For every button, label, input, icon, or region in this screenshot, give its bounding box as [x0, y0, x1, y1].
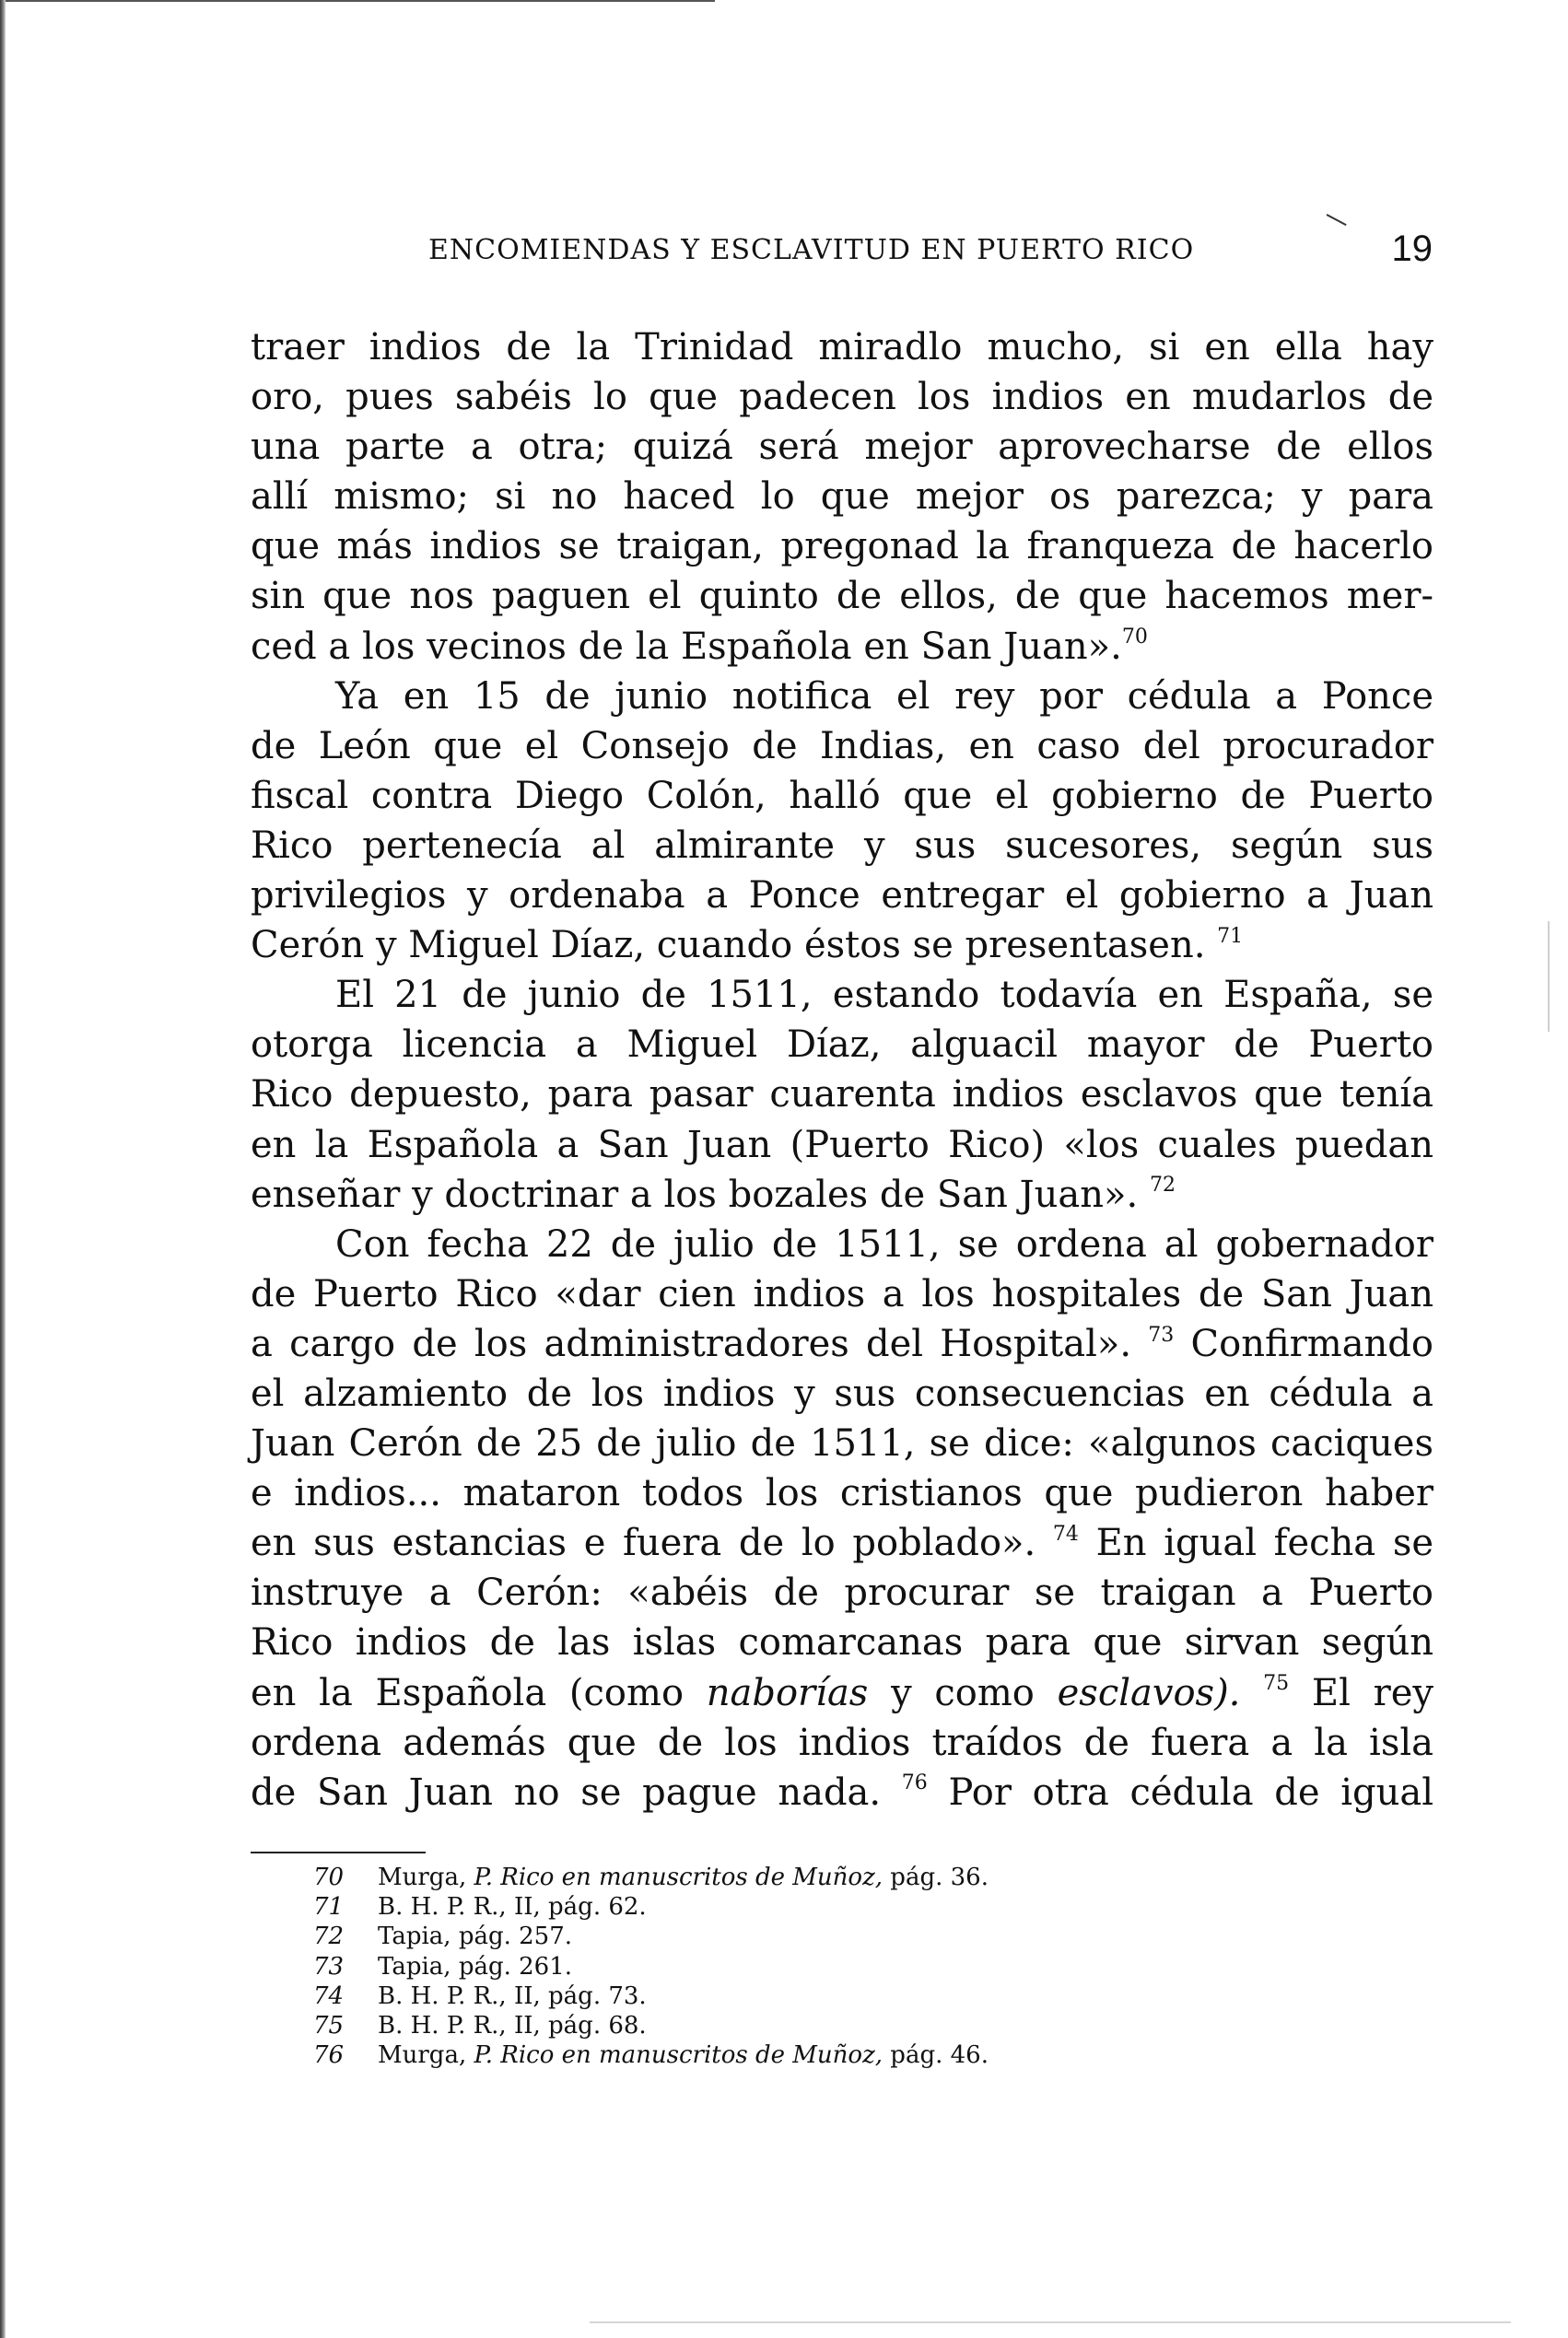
text-line: instruye a Cerón: «abéis de procurar se traigan a Puerto	[251, 1572, 1433, 1615]
text-line: que más indios se traigan, pregonad la franqueza de hacerlo	[251, 525, 1433, 568]
footnote-number: 71	[313, 1893, 345, 1922]
text-line: ordena además que de los indios traídos de fuera a la isla	[251, 1721, 1433, 1764]
footnote-ref-74[interactable]: 74	[1052, 1522, 1079, 1546]
footnote-text: pág. 46.	[883, 2041, 989, 2070]
text-line: fiscal contra Diego Colón, halló que el gobierno de Puerto	[251, 774, 1433, 817]
footnote-ref-72[interactable]: 72	[1149, 1174, 1176, 1198]
footnote-number: 73	[313, 1952, 345, 1981]
line-text: ced a los vecinos de la Española en San Juan».	[251, 625, 1122, 668]
footnote-text: B. H. P. R., II, pág. 68.	[378, 2011, 647, 2040]
footnote-text: Murga,	[378, 1864, 474, 1891]
line-text: Confirmando	[1190, 1322, 1433, 1365]
footnote-text: B. H. P. R., II, pág. 62.	[378, 1893, 647, 1922]
footnote-number: 76	[313, 2041, 345, 2070]
text-line: otorga licencia a Miguel Díaz, alguacil mayor de Puerto	[251, 1023, 1433, 1067]
footnote-number: 74	[313, 1981, 345, 2010]
footnote-separator	[251, 1852, 426, 1853]
scan-binding-edge	[0, 0, 6, 2338]
text-line: oro, pues sabéis lo que padecen los indios en mudarlos de	[251, 376, 1433, 419]
line-text: en la Española (como	[251, 1671, 707, 1714]
footnote-number: 70	[313, 1864, 345, 1891]
text-line: en la Española a San Juan (Puerto Rico) «los cuales puedan	[251, 1123, 1433, 1166]
footnote-ref-76[interactable]: 76	[901, 1771, 928, 1795]
footnote-text: Murga,	[378, 2041, 474, 2070]
text-line: traer indios de la Trinidad miradlo mucho, si en ella hay	[251, 326, 1433, 368]
text-line	[251, 1768, 1433, 1818]
footnote	[313, 1922, 1235, 1951]
paragraph-start: El 21 de junio de 1511, estando todavía en España, se	[335, 974, 1433, 1017]
line-text: en sus estancias e fuera de lo poblado».	[251, 1522, 1036, 1565]
body-text	[251, 322, 1433, 1818]
footnote-ref-73[interactable]: 73	[1148, 1323, 1175, 1347]
paragraph-start: Con fecha 22 de julio de 1511, se ordena al gobernador	[335, 1222, 1433, 1266]
scan-top-edge	[6, 0, 715, 2]
footnote-number: 75	[313, 2011, 345, 2040]
footnote-text: B. H. P. R., II, pág. 73.	[378, 1981, 647, 2010]
text-line	[251, 1319, 1433, 1369]
text-line: e indios... mataron todos los cristianos que pudieron haber	[251, 1472, 1433, 1515]
text-line	[251, 1668, 1433, 1718]
scan-bottom-edge	[590, 2321, 1511, 2323]
footnote-ref-75[interactable]: 75	[1263, 1672, 1290, 1696]
line-text: a cargo de los administradores del Hospital».	[251, 1322, 1132, 1365]
footnote-ref-71[interactable]: 71	[1217, 924, 1244, 948]
italic-term: naborías	[706, 1671, 869, 1714]
footnote	[313, 1981, 1235, 2011]
text-line	[251, 1518, 1433, 1568]
footnote	[313, 1952, 1235, 1981]
footnotes	[313, 1863, 1235, 2070]
text-line	[251, 622, 1433, 672]
page-number: 19	[1391, 228, 1433, 269]
line-text: y como	[868, 1671, 1058, 1714]
footnote-text: Tapia, pág. 257.	[378, 1923, 573, 1951]
footnote-title: P. Rico en manuscritos de Muñoz,	[474, 2041, 883, 2070]
footnote-text: Tapia, pág. 261.	[378, 1952, 573, 1981]
line-text: Por otra cédula de igual	[948, 1771, 1433, 1814]
paragraph-start: Ya en 15 de junio notifica el rey por cédula a Ponce	[335, 674, 1433, 718]
footnote-number: 72	[313, 1923, 345, 1951]
text-line	[251, 1170, 1433, 1220]
italic-term: esclavos).	[1057, 1671, 1241, 1714]
text-line: Rico indios de las islas comarcanas para que sirvan según	[251, 1621, 1433, 1665]
text-line: el alzamiento de los indios y sus consecuencias en cédula a	[251, 1372, 1433, 1415]
line-text: enseñar y doctrinar a los bozales de San Juan».	[251, 1173, 1139, 1216]
text-line: Rico depuesto, para pasar cuarenta indios esclavos que tenía	[251, 1073, 1433, 1116]
text-line: privilegios y ordenaba a Ponce entregar el gobierno a Juan	[251, 874, 1433, 918]
running-head	[428, 228, 1433, 273]
footnote	[313, 2040, 1235, 2070]
scan-margin-mark	[1548, 921, 1550, 1032]
line-text: El rey	[1311, 1671, 1433, 1714]
line-text: Cerón y Miguel Díaz, cuando éstos se presentasen.	[251, 924, 1206, 967]
text-line: de León que el Consejo de Indias, en caso del procurador	[251, 724, 1433, 767]
text-line: Rico pertenecía al almirante y sus sucesores, según sus	[251, 824, 1433, 867]
text-line	[251, 920, 1433, 970]
line-text: En igual fecha se	[1095, 1522, 1434, 1565]
stray-ink-mark	[1327, 214, 1347, 226]
running-title: ENCOMIENDAS Y ESCLAVITUD EN PUERTO RICO	[428, 234, 1195, 266]
line-text: de San Juan no se pague nada.	[251, 1771, 882, 1814]
footnote-text: pág. 36.	[883, 1864, 989, 1891]
text-line: Juan Cerón de 25 de julio de 1511, se dice: «algunos caciques	[251, 1422, 1433, 1466]
text-line: sin que nos paguen el quinto de ellos, de que hacemos mer-	[251, 575, 1433, 618]
text-line: allí mismo; si no haced lo que mejor os parezca; y para	[251, 475, 1433, 519]
footnote-ref-70[interactable]: 70	[1121, 625, 1148, 649]
footnote	[313, 1863, 1235, 1892]
footnote-title: P. Rico en manuscritos de Muñoz,	[474, 1864, 883, 1891]
text-line: una parte a otra; quizá será mejor aprovecharse de ellos	[251, 426, 1433, 469]
text-line: de Puerto Rico «dar cien indios a los hospitales de San Juan	[251, 1272, 1433, 1315]
footnote	[313, 2011, 1235, 2040]
footnote	[313, 1892, 1235, 1922]
